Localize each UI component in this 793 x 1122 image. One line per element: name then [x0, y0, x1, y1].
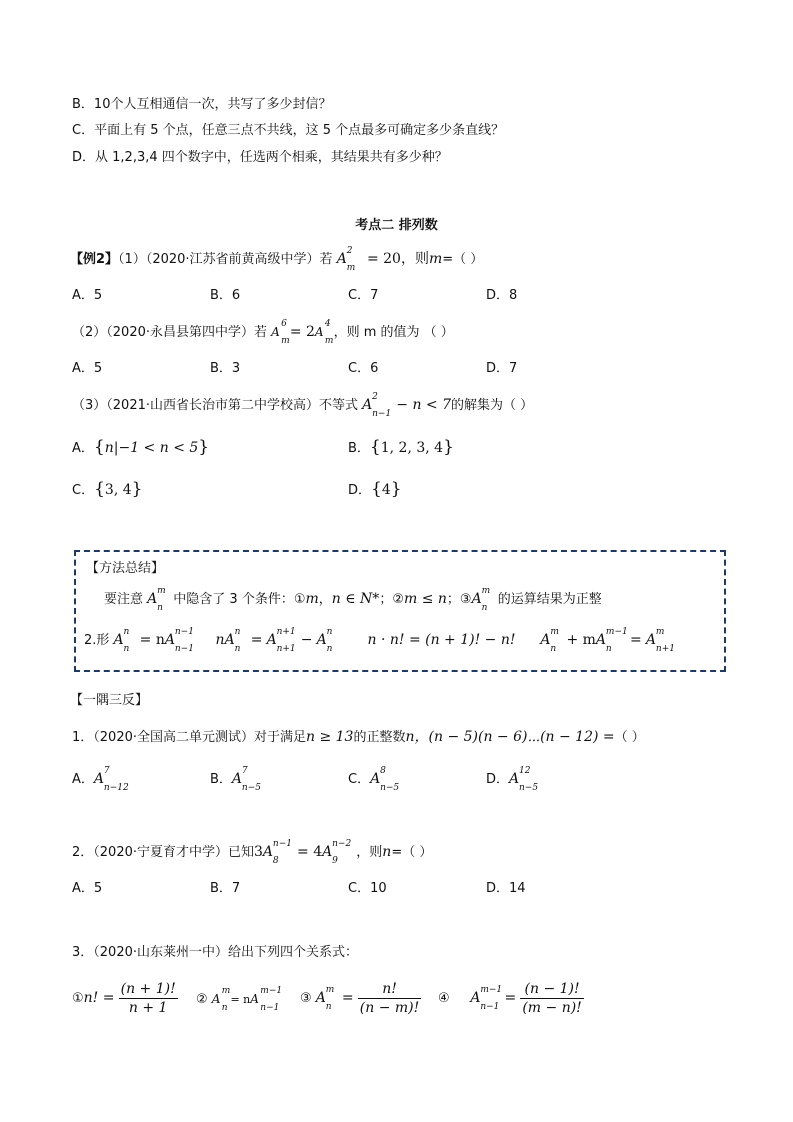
q2-option-c: C．6 [348, 361, 379, 376]
perm-symbol: A n−1 8 [262, 839, 292, 866]
q2-mid: = 2 [289, 324, 315, 340]
fraction: $\frac{n!}{(n - m)!}$ [359, 981, 420, 1016]
practice-q1: 1．（2020·全国高二单元测试）对于满足n ≥ 13的正整数n，(n − 5)(n − 6)⋯(n − 12) =（ ） [72, 729, 645, 745]
p1-option-d: D．A 12 n−5 [486, 766, 539, 793]
perm-symbol: A 7 n−5 [231, 766, 261, 793]
option-c-lines: C．平面上有 5 个点，任意三点不共线，这 5 个点最多可确定多少条直线？ [72, 123, 505, 138]
perm-symbol: A m−1 n−1 [250, 986, 283, 1013]
method-line2: 2.形 A n n = nA n−1 n−1 nA n n = A n+1 n+1 − A n n n · n! = (n + 1)! − n! A m n + mA m−1 n = A m n+1 [84, 627, 675, 654]
practice-q3: 3．（2020·山东莱州一中）给出下列四个关系式： [72, 945, 358, 960]
perm-symbol: A 2 m [336, 246, 356, 273]
q2-tail: ，则 m 的值为 （ ） [333, 325, 454, 340]
p2-option-a: A．5 [72, 881, 103, 896]
practice-q2: 2．（2020·宁夏育才中学）已知3A n−1 8 = 4A n−2 9 ，则n=（ ） [72, 839, 433, 866]
fraction: $\frac{(n - 1)!}{(m - n)!}$ [522, 981, 582, 1016]
section-title: 考点二 排列数 [355, 218, 438, 233]
fraction: $\frac{(n + 1)!}{n + 1}$ [120, 981, 176, 1016]
example2-q2 [72, 319, 454, 346]
p1-option-c: C．A 8 n−5 [348, 766, 400, 793]
perm-symbol: A 7 n−12 [93, 766, 129, 793]
relation-2: ② A m n = nA m−1 n−1 [196, 986, 283, 1013]
option-b-letters: B．10个人互相通信一次，共写了多少封信？ [72, 97, 332, 112]
q2-option-b: B．3 [210, 361, 241, 376]
q2-option-d: D．7 [486, 361, 518, 376]
perm-symbol: A 4 m [314, 319, 334, 346]
example-tag: 【例2】 [70, 252, 119, 267]
perm-symbol: A n−1 n−1 [164, 627, 194, 654]
q2-option-a: A．5 [72, 361, 103, 376]
q3-option-b: B．{1, 2, 3, 4} [348, 437, 454, 457]
q1-option-d: D．8 [486, 288, 518, 303]
q1-option-a: A．5 [72, 288, 103, 303]
perm-symbol: A m n [540, 627, 559, 654]
q3-option-a: A．{n|−1 < n < 5} [72, 437, 210, 457]
p1-option-b: B．A 7 n−5 [210, 766, 261, 793]
p2-option-c: C．10 [348, 881, 387, 896]
practice-title: 【一隅三反】 [70, 693, 149, 708]
q1-eq: = 20，则 [366, 251, 429, 267]
perm-symbol: A m−1 n−1 [470, 985, 503, 1012]
perm-symbol: A 12 n−5 [509, 766, 539, 793]
relation-4: ④ A m−1 n−1 = $\frac{(n - 1)!}{(m - n)!}$ [438, 981, 582, 1016]
p2-option-d: D．14 [486, 881, 526, 896]
perm-symbol: A m n [315, 985, 335, 1012]
perm-symbol: A n n [316, 627, 333, 654]
p1-option-a: A．A 7 n−12 [72, 766, 129, 793]
perm-symbol: A n n [224, 627, 241, 654]
q1-prefix: （1）（2020·江苏省前黄高级中学）若 [118, 252, 333, 267]
q1-option-c: C．7 [348, 288, 379, 303]
perm-symbol: A n+1 n+1 [266, 627, 296, 654]
perm-symbol: A m−1 n [595, 627, 628, 654]
perm-symbol: A m n [147, 586, 166, 613]
perm-symbol: A n n [113, 627, 130, 654]
perm-symbol: A m n [211, 986, 231, 1013]
perm-symbol: A m n+1 [645, 627, 675, 654]
q3-option-c: C．{3, 4} [72, 479, 143, 499]
perm-symbol: A n−2 9 [322, 839, 352, 866]
example2-q1 [70, 246, 484, 273]
p2-option-b: B．7 [210, 881, 241, 896]
method-title: 【方法总结】 [86, 561, 165, 576]
method-summary-box [74, 550, 726, 672]
q3-option-d: D．{4} [348, 479, 402, 499]
relation-3: ③ A m n = $\frac{n!}{(n - m)!}$ [300, 981, 420, 1016]
q1-var: m [428, 251, 443, 267]
q3-prefix: （3）（2021·山西省长治市第二中学校高）不等式 [72, 398, 358, 413]
perm-symbol: A 8 n−5 [370, 766, 400, 793]
perm-symbol: A 6 m [271, 319, 290, 346]
q1-tail: =（ ） [442, 252, 484, 267]
example2-q3 [72, 392, 534, 419]
q3-ineq: − n < 7 [396, 397, 452, 413]
q2-prefix: （2）（2020·永昌县第四中学）若 [72, 325, 267, 340]
perm-symbol: A m n [471, 586, 491, 613]
perm-symbol: A 2 n−1 [362, 392, 392, 419]
q3-tail: 的解集为（ ） [451, 398, 534, 413]
relation-1: ①n! = $\frac{(n + 1)!}{n + 1}$ [72, 981, 176, 1016]
method-line1: 要注意 A m n 中隐含了 3 个条件：①m，n ∈ N*；②m ≤ n；③A m n 的运算结果为正整 [104, 586, 602, 613]
q1-option-b: B．6 [210, 288, 241, 303]
option-d-products: D．从 1,2,3,4 四个数字中，任选两个相乘，其结果共有多少种？ [72, 150, 448, 165]
